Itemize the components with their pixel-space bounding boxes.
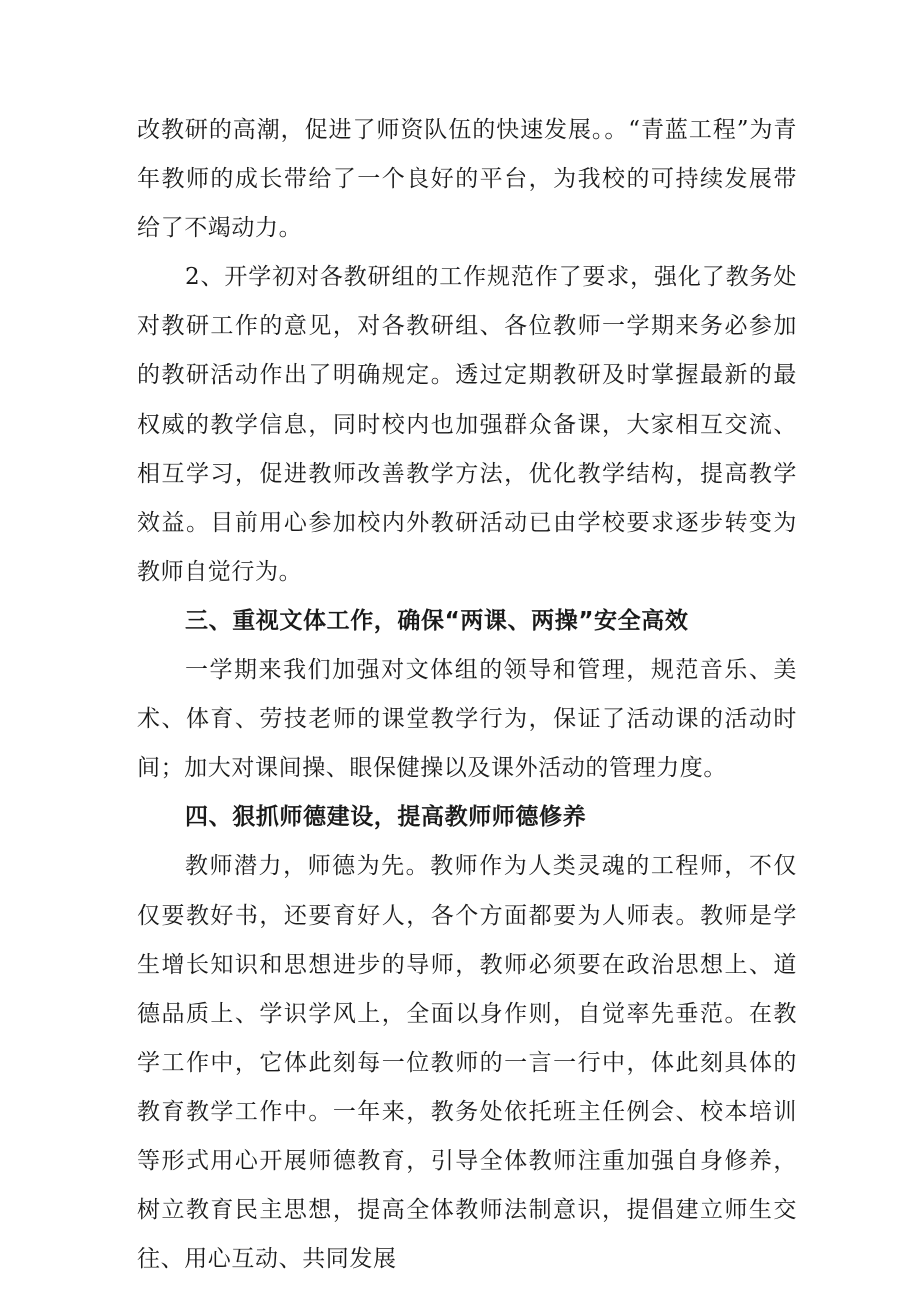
paragraph-continued: 改教研的高潮，促进了师资队伍的快速发展。。“青蓝工程”为青年教师的成长带给了一个良好的平台，为我校的可持续发展带给了不竭动力。 bbox=[137, 117, 797, 242]
section-heading-3: 三、重视文体工作，确保“两课、两操”安全高效 bbox=[185, 607, 689, 634]
paragraph-teacher-ethics: 教师潜力，师德为先。教师作为人类灵魂的工程师，不仅仅要教好书，还要育好人，各个方面都要为人师表。教师是学生增长知识和思想进步的导师，教师必须要在政治思想上、道德品质上、学识学风上，全面以身作则，自觉率先垂范。在教学工作中，它体此刻每一位教师的一言一行中，体此刻具体的教育教学工作中。一年来，教务处依托班主任例会、校本培训等形式用心开展师德教育，引导全体教师注重加强自身修养，树立教育民主思想，提高全体教师法制意识，提倡建立师生交往、用心互动、共同发展 bbox=[137, 853, 797, 1273]
paragraph-sports-arts: 一学期来我们加强对文体组的领导和管理，规范音乐、美术、体育、劳技老师的课堂教学行为，保证了活动课的活动时间；加大对课间操、眼保健操以及课外活动的管理力度。 bbox=[137, 657, 797, 782]
paragraph-teaching-research: 2、开学初对各教研组的工作规范作了要求，强化了教务处对教研工作的意见，对各教研组、各位教师一学期来务必参加的教研活动作出了明确规定。透过定期教研及时掌握最新的最权威的教学信息，同时校内也加强群众备课，大家相互交流、相互学习，促进教师改善教学方法，优化教学结构，提高教学效益。目前用心参加校内外教研活动已由学校要求逐步转变为教师自觉行为。 bbox=[137, 264, 797, 585]
section-heading-4: 四、狠抓师德建设，提高教师师德修养 bbox=[185, 804, 587, 831]
document-page bbox=[137, 106, 797, 1284]
